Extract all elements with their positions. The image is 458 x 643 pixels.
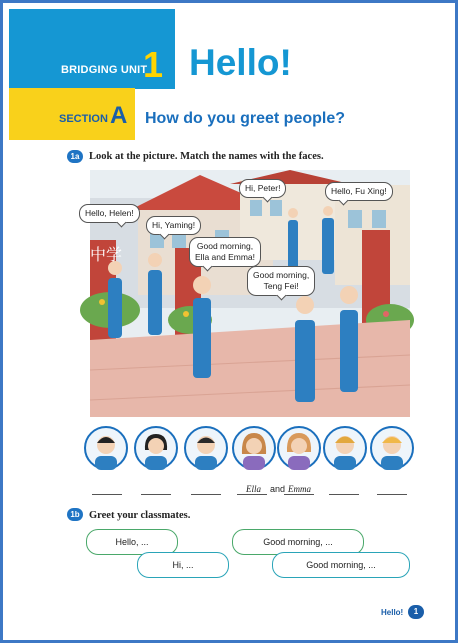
face-girl-1 [134, 426, 178, 470]
answer-emma: Emma [288, 484, 311, 494]
face-boy-4 [370, 426, 414, 470]
face-girl-2 [232, 426, 276, 470]
exercise-1b-instruction: Greet your classmates. [89, 510, 191, 521]
bubble-line: Good morning, [196, 241, 254, 251]
greeting-bubble-hello: Hello, ... [86, 529, 178, 555]
answer-and: and [270, 484, 286, 494]
answer-line-3[interactable] [191, 494, 221, 495]
unit-label: BRIDGING UNIT [61, 64, 148, 76]
bubble-hi-peter: Hi, Peter! [239, 179, 286, 198]
bubble-good-morning-teng-fei [247, 266, 315, 296]
answer-line-2[interactable] [141, 494, 171, 495]
page-title: Hello! [189, 42, 292, 83]
bubble-hello-helen: Hello, Helen! [79, 204, 140, 223]
face-boy-2 [184, 426, 228, 470]
face-boy-3 [323, 426, 367, 470]
section-title: How do you greet people? [145, 110, 346, 127]
bubble-hi-yaming: Hi, Yaming! [146, 216, 201, 235]
answer-line-5[interactable] [284, 494, 314, 495]
answer-line-4[interactable] [237, 494, 267, 495]
exercise-tag-1a: 1a [67, 150, 83, 163]
page-number: 1 [408, 605, 424, 619]
bubble-line: Teng Fei! [263, 281, 299, 291]
bubble-hello-fu-xing: Hello, Fu Xing! [325, 182, 393, 201]
school-sign: 中学 [90, 245, 123, 264]
school-gate-illustration [85, 170, 410, 417]
section-label: SECTION [59, 113, 108, 125]
section-letter: A [110, 102, 128, 129]
bubble-line: Good morning, [253, 270, 310, 280]
greeting-bubble-good-morning-2: Good morning, ... [272, 552, 410, 578]
answer-ella: Ella [246, 484, 261, 494]
exercise-tag-1b: 1b [67, 508, 83, 521]
bubble-good-morning-ella-emma [189, 237, 261, 267]
face-boy-1 [84, 426, 128, 470]
greeting-bubble-hi: Hi, ... [137, 552, 229, 578]
bubble-line: Ella and Emma! [195, 252, 255, 262]
answer-line-1[interactable] [92, 494, 122, 495]
footer-label: Hello! [381, 608, 404, 617]
exercise-1a-instruction: Look at the picture. Match the names with the faces. [89, 151, 324, 162]
answer-line-7[interactable] [377, 494, 407, 495]
greeting-bubble-good-morning-1: Good morning, ... [232, 529, 364, 555]
answer-line-6[interactable] [329, 494, 359, 495]
face-girl-3 [277, 426, 321, 470]
unit-number: 1 [143, 44, 164, 85]
